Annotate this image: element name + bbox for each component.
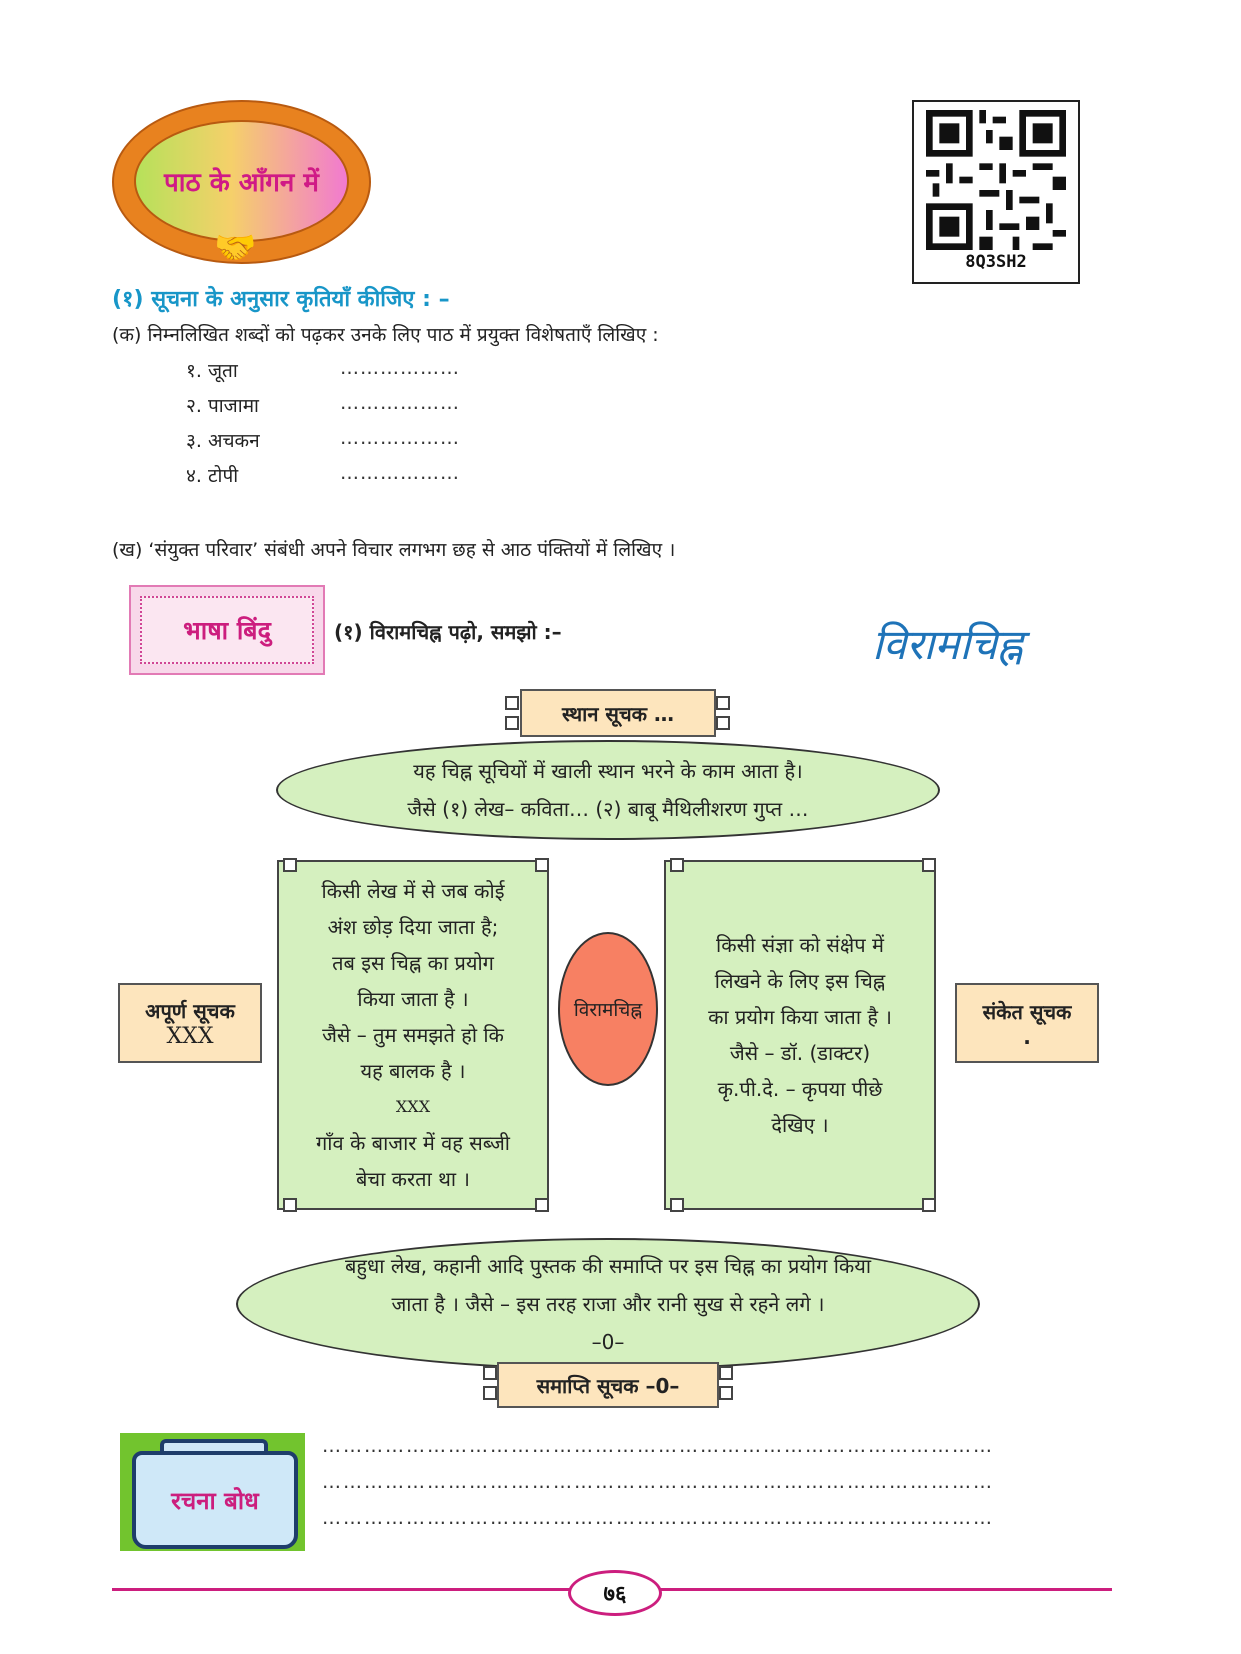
left-label-box [118, 983, 262, 1063]
jar-icon [132, 1451, 298, 1549]
ellipse-line: जाता है । जैसे – इस तरह राजा और रानी सुख से रहने लगे । [391, 1292, 825, 1316]
exercise-heading: (१) सूचना के अनुसार कृतियाँ कीजिए : – [112, 287, 450, 312]
list-item: ३. अचकन [186, 430, 260, 452]
question-ka: (क) निम्नलिखित शब्दों को पढ़कर उनके लिए पाठ में प्रयुक्त विशेषताएँ लिखिए : [112, 324, 659, 346]
corner-ornament [716, 696, 730, 710]
ellipse-line: बहुधा लेख, कहानी आदि पुस्तक की समाप्ति पर इस चिह्न का प्रयोग किया [344, 1254, 872, 1278]
card-line: जैसे – तुम समझते हो कि [322, 1023, 504, 1047]
right-card [664, 860, 936, 1210]
card-line: का प्रयोग किया जाता है । [708, 1005, 892, 1029]
bhasha-bindu-instruction: (१) विरामचिह्न पढ़ो, समझो :– [334, 620, 562, 644]
qr-caption: 8Q3SH2 [965, 252, 1027, 272]
card-line: लिखने के लिए इस चिह्न [714, 969, 886, 993]
corner-ornament [670, 1198, 684, 1212]
bottom-ellipse [236, 1238, 980, 1370]
bhasha-bindu-frame [140, 596, 314, 664]
corner-ornament [483, 1366, 497, 1380]
corner-ornament [483, 1386, 497, 1400]
right-symbol: . [1023, 1024, 1031, 1049]
card-line: देखिए । [771, 1113, 829, 1137]
bottom-label-box [497, 1362, 719, 1408]
badge-inner [134, 120, 349, 242]
corner-ornament [716, 716, 730, 730]
card-line: तब इस चिह्न का प्रयोग [332, 951, 494, 975]
ellipse-line: –0– [591, 1330, 625, 1354]
answer-blank[interactable]: ……………… [340, 462, 460, 484]
card-line: जैसे – डॉ. (डाक्टर) [729, 1041, 871, 1065]
card-line: किसी लेख में से जब कोई [321, 879, 505, 903]
card-line: यह बालक है । [360, 1059, 466, 1083]
card-line: गाँव के बाजार में वह सब्जी [316, 1131, 510, 1155]
left-symbol: XXX [166, 1024, 214, 1049]
corner-ornament [922, 858, 936, 872]
list-item: २. पाजामा [186, 395, 259, 417]
lesson-badge [112, 100, 382, 275]
corner-ornament [283, 1198, 297, 1212]
card-line: अंश छोड़ दिया जाता है; [327, 915, 499, 939]
ellipse-line: जैसे (१) लेख– कविता… (२) बाबू मैथिलीशरण गुप्त … [407, 797, 809, 821]
question-kha: (ख) ‘संयुक्त परिवार’ संबंधी अपने विचार लगभग छह से आठ पंक्तियों में लिखिए । [112, 539, 676, 561]
bottom-label: समाप्ति सूचक –0– [536, 1373, 680, 1398]
qr-code-icon [926, 110, 1066, 250]
left-label: अपूर्ण सूचक [145, 999, 235, 1023]
ellipse-line: यह चिह्न सूचियों में खाली स्थान भरने के काम आता है। [413, 759, 803, 783]
answer-blank[interactable]: ……………… [340, 392, 460, 414]
rachna-bodh-label: रचना बोध [171, 1486, 259, 1515]
writing-line[interactable]: …………………………………………………………………………………… [322, 1471, 994, 1493]
page-number [568, 1570, 662, 1616]
corner-ornament [670, 858, 684, 872]
corner-ornament [505, 716, 519, 730]
writing-line[interactable]: …………………………………………………………………………………… [322, 1435, 994, 1457]
card-line: बेचा करता था । [355, 1167, 471, 1191]
card-line: किसी संज्ञा को संक्षेप में [716, 933, 884, 957]
card-line: किया जाता है । [357, 987, 469, 1011]
rachna-bodh-badge [120, 1433, 305, 1551]
list-item: १. जूता [186, 360, 238, 382]
card-line: XXX [395, 1097, 431, 1116]
answer-blank[interactable]: ……………… [340, 357, 460, 379]
script-title: विरामचिह्न [872, 620, 1024, 669]
page-number-text: ७६ [603, 1582, 627, 1607]
left-card [277, 860, 549, 1210]
qr-code-box[interactable] [912, 100, 1080, 284]
top-label-box [520, 689, 716, 737]
corner-ornament [922, 1198, 936, 1212]
card-line: कृ.पी.दे. – कृपया पीछे [717, 1077, 883, 1101]
bhasha-bindu-badge [129, 585, 325, 675]
top-ellipse [276, 740, 940, 840]
writing-line[interactable]: …………………………………………………………………………………… [322, 1507, 994, 1529]
answer-blank[interactable]: ……………… [340, 427, 460, 449]
corner-ornament [535, 1198, 549, 1212]
corner-ornament [505, 696, 519, 710]
right-label-box [955, 983, 1099, 1063]
corner-ornament [283, 858, 297, 872]
top-label: स्थान सूचक … [562, 701, 674, 726]
right-label: संकेत सूचक [982, 999, 1072, 1024]
corner-ornament [719, 1366, 733, 1380]
corner-ornament [535, 858, 549, 872]
bhasha-bindu-label: भाषा बिंदु [183, 616, 271, 645]
handshake-icon: 🤝 [214, 228, 257, 268]
badge-label: पाठ के आँगन में [164, 168, 319, 198]
center-oval [558, 932, 658, 1086]
list-item: ४. टोपी [186, 465, 239, 487]
corner-ornament [719, 1386, 733, 1400]
center-label: विरामचिह्न [573, 999, 643, 1021]
